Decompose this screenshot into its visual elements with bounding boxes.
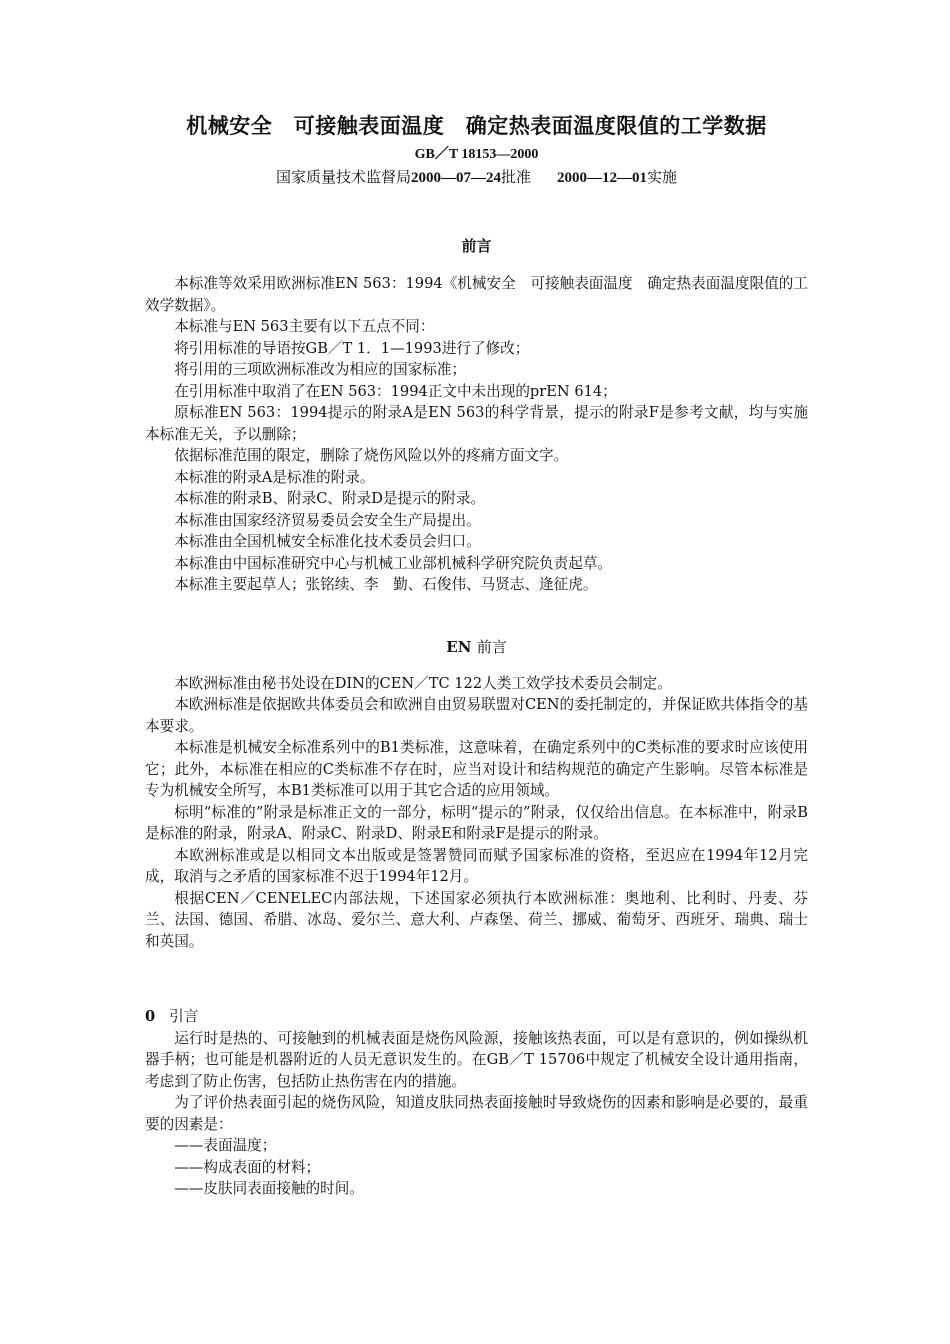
issuer: 国家质量技术监督局 [275,168,411,186]
intro-paragraph: 为了评价热表面引起的烧伤风险，知道皮肤同热表面接触时导致烧伤的因素和影响是必要的，最重要的因素是： [145,1094,808,1133]
intro-list-item: ——皮肤同表面接触的时间。 [174,1180,364,1197]
preface-paragraph: 将引用标准的导语按GB／T 1．1—1993进行了修改； [174,339,530,357]
preface-body [145,273,808,596]
intro-heading [145,1006,808,1028]
preface-paragraph: 本标准与EN 563主要有以下五点不同： [174,318,435,335]
intro-list-item: ——表面温度； [174,1137,277,1154]
preface-heading: 前言 [461,237,492,255]
document-page [145,112,808,1200]
preface-paragraph: 本标准由国家经济贸易委员会安全生产局提出。 [174,511,481,529]
preface-paragraph: 本标准的附录B、附录C、附录D是提示的附录。 [174,490,486,507]
implement-date: 2000—12—01 [557,170,647,186]
intro-body [145,1028,808,1200]
approve-word: 批准 [500,168,531,186]
preface-paragraph: 原标准EN 563：1994提示的附录A是EN 563的科学背景，提示的附录F是参考文献，均与实施本标准无关，予以删除； [145,404,808,443]
en-preface-paragraph: 本欧洲标准是依据欧共体委员会和欧洲自由贸易联盟对CEN的委托制定的，并保证欧共体指令的基本要求。 [145,696,808,735]
preface-paragraph: 本标准等效采用欧洲标准EN 563：1994《机械安全 可接触表面温度 确定热表面温度限值的工效学数据》。 [145,275,808,314]
preface-paragraph: 本标准由全国机械安全标准化技术委员会归口。 [174,533,481,550]
en-preface-paragraph: 本欧洲标准或是以相同文本出版或是签署赞同而赋予国家标准的资格，至迟应在1994年12月完成，取消与之矛盾的国家标准不迟于1994年12月。 [145,846,808,885]
intro-list-item: ——构成表面的材料； [174,1158,321,1176]
standard-number: GB／T 18153—2000 [414,147,539,162]
preface-paragraph: 本标准主要起草人；张铭续、李 勤、石俊伟、马贤志、逄征虎。 [174,576,598,593]
en-preface-heading [145,636,808,658]
implement-word: 实施 [647,168,678,186]
preface-paragraph: 将引用的三项欧洲标准改为相应的国家标准； [174,361,467,378]
en-preface-paragraph: 本欧洲标准由秘书处设在DIN的CEN／TC 122人类工效学技术委员会制定。 [174,674,672,692]
document-title: 机械安全 可接触表面温度 确定热表面温度限值的工学数据 [186,113,767,138]
preface-paragraph: 依据标准范围的限定，删除了烧伤风险以外的疼痛方面文字。 [174,447,569,464]
approval-line [145,166,808,189]
en-preface-paragraph: 本标准是机械安全标准系列中的B1类标准，这意味着，在确定系列中的C类标准的要求时应该使用它；此外，本标准在相应的C类标准不存在时，应当对设计和结构规范的确定产生影响。尽管本标准是专为机械安全所写，本B1类标准可以用于其它合适的应用领域。 [145,739,808,799]
en-preface-paragraph: 标明“标准的”附录是标准正文的一部分，标明“提示的”附录，仅仅给出信息。在本标准中，附录B是标准的附录，附录A、附录C、附录D、附录E和附录F是提示的附录。 [145,803,808,842]
preface-paragraph: 本标准的附录A是标准的附录。 [174,468,375,486]
intro-paragraph: 运行时是热的、可接触到的机械表面是烧伤风险源，接触该热表面，可以是有意识的，例如操纵机器手柄；也可能是机器附近的人员无意识发生的。在GB／T 15706中规定了机械安全设计通用指南，考虑到了防止伤害，包括防止热伤害在内的措施。 [145,1029,808,1090]
en-preface-paragraph: 根据CEN／CENELEC内部法规，下述国家必须执行本欧洲标准：奥地利、比利时、丹麦、芬兰、法国、德国、希腊、冰岛、爱尔兰、意大利、卢森堡、荷兰、挪威、葡萄牙、西班牙、瑞典、瑞士和英国。 [145,889,808,950]
intro-heading-text: 引言 [169,1008,199,1025]
en-preface-body [145,673,808,953]
preface-paragraph: 在引用标准中取消了在EN 563：1994正文中未出现的prEN 614； [174,382,617,400]
en-heading-text: 前言 [476,637,507,656]
intro-number: 0 [145,1008,156,1025]
preface-paragraph: 本标准由中国标准研究中心与机械工业部机械科学研究院负责起草。 [174,554,613,572]
approve-date: 2000—07—24 [410,170,501,186]
en-heading-prefix: EN [446,637,472,656]
